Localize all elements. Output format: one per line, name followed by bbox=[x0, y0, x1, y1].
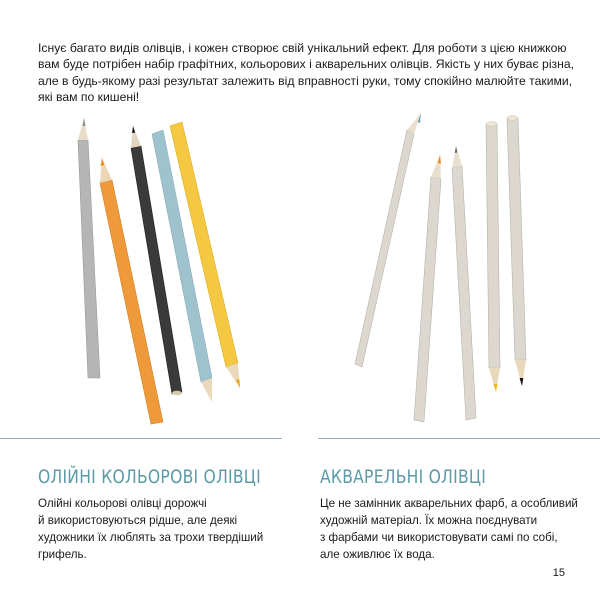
wc-pencil-2 bbox=[414, 155, 441, 422]
wc-pencil-5 bbox=[507, 116, 526, 386]
pencils-illustration bbox=[0, 110, 600, 440]
page-number: 15 bbox=[552, 567, 565, 579]
wc-pencil-1 bbox=[355, 113, 421, 367]
wc-pencil-3 bbox=[452, 146, 476, 420]
pencil-orange bbox=[100, 158, 163, 424]
text-line: але оживлює їх вода. bbox=[320, 548, 435, 561]
text-line: грифель. bbox=[38, 548, 87, 561]
text-line: Олійні кольорові олівці дорожчі bbox=[38, 497, 207, 510]
intro-paragraph bbox=[38, 40, 575, 106]
pencil-silver bbox=[78, 118, 100, 378]
text-line: художній матеріал. Їх можна поєднувати bbox=[320, 514, 538, 527]
section-text-oil-pencils bbox=[38, 495, 263, 563]
right-divider bbox=[318, 438, 600, 439]
intro-line: Існує багато видів олівців, і кожен створює свій унікальний ефект. Для роботи з цією книжкою bbox=[38, 41, 567, 55]
section-heading-oil-pencils: ОЛІЙНІ КОЛЬОРОВІ ОЛІВЦІ bbox=[38, 466, 261, 488]
intro-line: але в будь-якому разі результат залежить від вправності руки, тому спокійно малюйте такими, bbox=[38, 73, 573, 88]
intro-line: які вам по кишені! bbox=[38, 90, 140, 105]
text-line: художники їх люблять за трохи твердіший bbox=[38, 531, 264, 544]
text-line: й використовуються рідше, але деякі bbox=[38, 514, 238, 527]
intro-line: вам буде потрібен набір графітних, кольорових і акварельних олівців. Якість у них буває різна, bbox=[38, 57, 575, 72]
text-line: Це не замінник акварельних фарб, а особливий bbox=[320, 497, 578, 510]
section-heading-watercolor-pencils: АКВАРЕЛЬНІ ОЛІВЦІ bbox=[320, 466, 487, 488]
left-divider bbox=[0, 438, 282, 439]
wc-pencil-4 bbox=[486, 122, 500, 392]
text-line: з фарбами чи використовувати самі по собі, bbox=[320, 531, 558, 544]
section-text-watercolor-pencils bbox=[320, 495, 578, 563]
